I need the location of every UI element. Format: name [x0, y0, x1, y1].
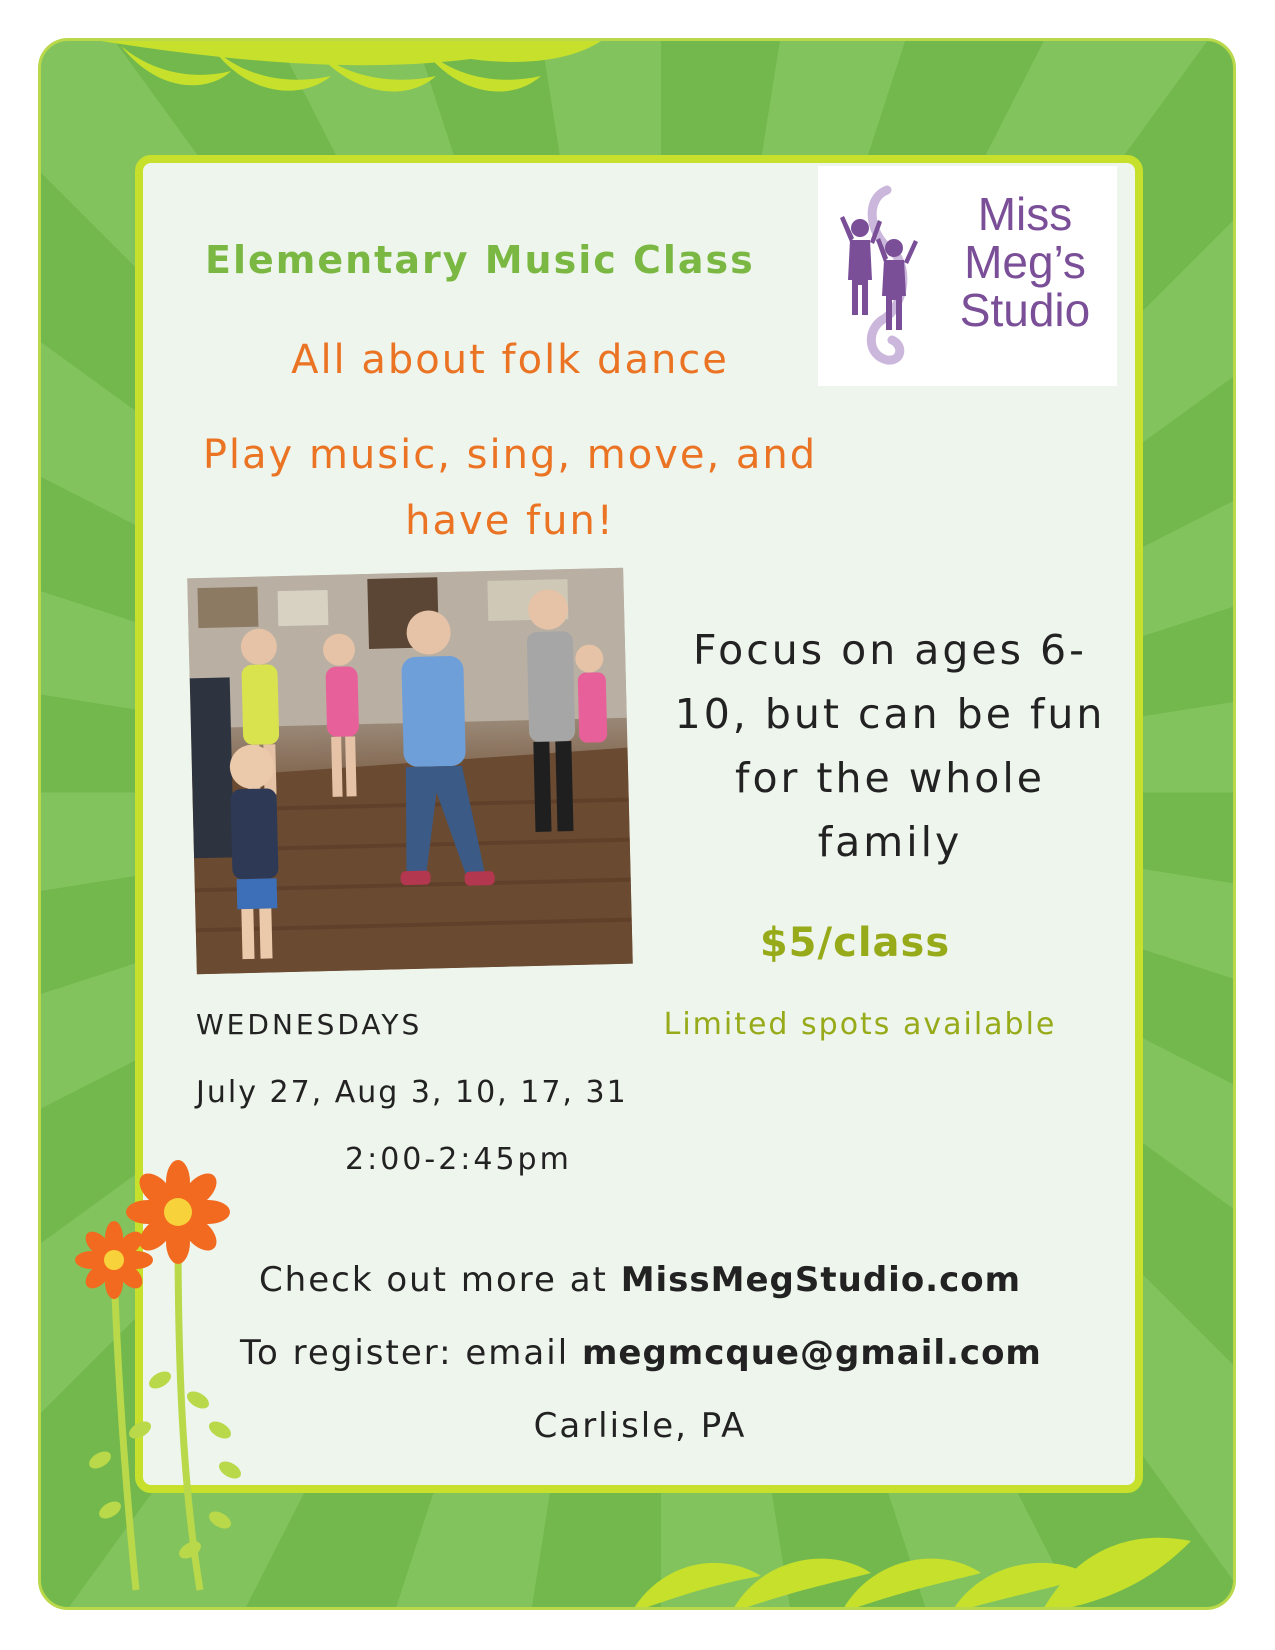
top-leaf-swirl [101, 41, 601, 92]
register-prefix: To register: email [240, 1333, 582, 1373]
website-prefix: Check out more at [258, 1260, 621, 1300]
flower-decoration-icon [70, 1160, 270, 1600]
email-link[interactable]: megmcque@gmail.com [581, 1333, 1042, 1373]
availability-note: Limited spots available [663, 1007, 1057, 1042]
age-focus-text: Focus on ages 6-10, but can be fun for the whole family [674, 626, 1106, 866]
register-line [240, 1333, 1040, 1373]
price: $5/class [759, 920, 951, 966]
website-link[interactable]: MissMegStudio.com [620, 1260, 1022, 1300]
location: Carlisle, PA [533, 1406, 747, 1446]
website-line [240, 1260, 1040, 1300]
schedule-day: WEDNESDAYS [196, 1008, 423, 1041]
schedule-dates: July 27, Aug 3, 10, 17, 31 [196, 1075, 628, 1110]
flower-large [126, 1160, 230, 1264]
studio-logo [818, 166, 1117, 386]
subtitle: All about folk dance [291, 337, 729, 383]
logo-text: Miss Meg’s Studio [959, 188, 1091, 336]
class-title: Elementary Music Class [205, 238, 755, 282]
schedule-time: 2:00-2:45pm [345, 1142, 572, 1177]
tagline: Play music, sing, move, and have fun! [202, 432, 818, 544]
dancing-children-photo-illustration [187, 568, 633, 975]
flower-small [75, 1221, 153, 1299]
bottom-leaf-swirl [631, 1538, 1191, 1610]
class-photo [187, 568, 633, 975]
